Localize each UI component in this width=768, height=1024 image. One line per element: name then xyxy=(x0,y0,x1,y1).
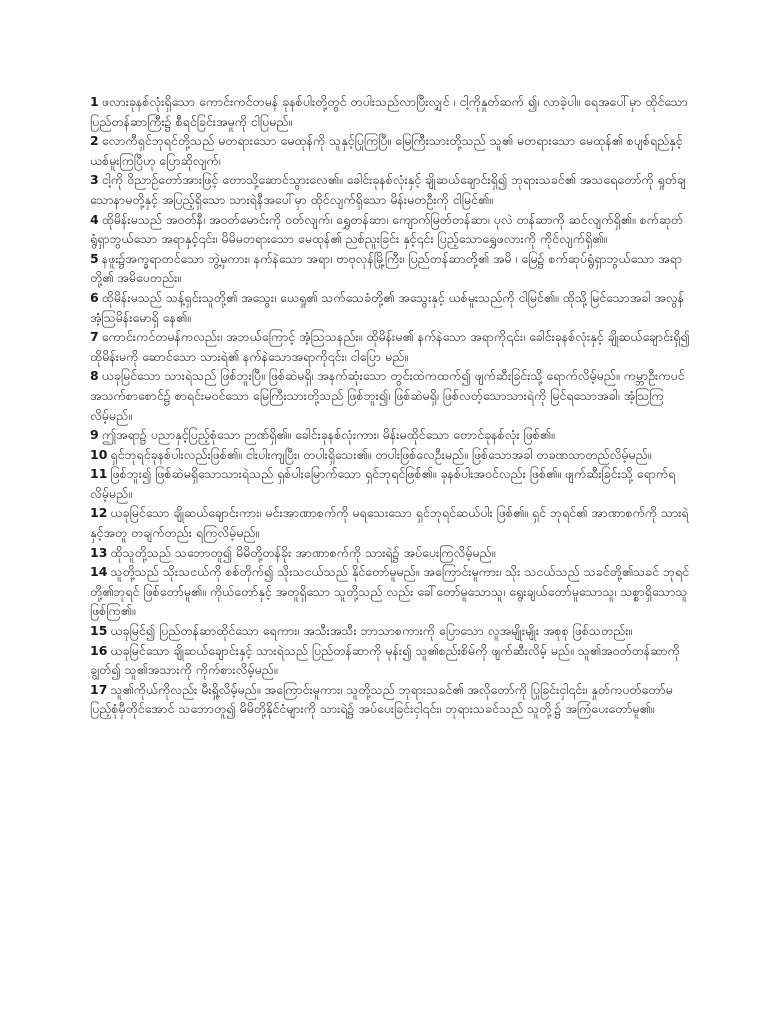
verse-text: သူတို့သည် သိုးသငယ်ကို စစ်တိုက်၍ သိုးသငယ်သည် နိုင်တော်မူမည်။ အကြောင်းမူကား၊ သိုး သငယ်သည် သခင်တို့၏သခင် ဘုရင်တို့၏ဘုရင် ဖြစ်တော်မူ၏။ ကိုယ်တော်နှင့် အတူရှိသော သူတို့သည် လည်း ခေါ်တော်မူသောသူ၊ ရွေးချယ်တော်မူသောသူ၊ သစ္စာရှိသောသူ ဖြစ်ကြ၏။ xyxy=(90,564,690,619)
verse-number: 4 xyxy=(90,211,99,227)
verse-text: ဤအရာ၌ ပညာနှင့်ပြည့်စုံသော ဉာဏ်ရှိ၏။ ခေါင်းခုနစ်လုံးကား၊ မိန်းမထိုင်သော တောင်ခုနစ်လုံး ဖြစ်၏။ xyxy=(101,427,555,443)
verse-text: သူ၏ကိုယ်ကိုလည်း မီးရှို့လိမ့်မည်။ အကြောင်းမူကား၊ သူတို့သည် ဘုရားသခင်၏ အလိုတော်ကို ပြုခြင်းငှါ၎င်း၊ နှုတ်ကပတ်တော်မပြည့်စုံမှီတိုင်အောင် သဘောတူ၍ မိမိတို့နိုင်ငံများကို သားရဲ၌ အပ်ပေးခြင်းငှါ၎င်း၊ ဘုရားသခင်သည် သူတို့၌ အကြံပေးတော်မူ၏။ xyxy=(90,681,673,717)
verse-number: 14 xyxy=(90,564,108,580)
verse-17 xyxy=(90,680,690,719)
verse-text: ထိုမိန်းမသည် အဝတ်နီ၊ အဝတ်မောင်းကို ဝတ်လျက်၊ ရွှေတန်ဆာ၊ ကျောက်မြတ်တန်ဆာ၊ ပုလဲ တန်ဆာကို ဆင်လျက်ရှိ၏။ စက်ဆုတ်ရွံရှာဘွယ်သော အရာနှင့်၎င်း၊ မိမိမတရားသော မေထုန်၏ ညစ်ညူးခြင်း နှင့်၎င်း ပြည့်သောရွှေဖလားကို ကိုင်လျက်ရှိ၏။ xyxy=(90,211,684,247)
verse-4 xyxy=(90,210,690,249)
verse-number: 13 xyxy=(90,544,108,560)
verse-text: ယခုမြင်သော သားရဲသည် ဖြစ်ဘူးပြီ။ ဖြစ်ဆဲမရှိ၊ အနက်ဆုံးသော တွင်းထဲကထက်၍ ဖျက်ဆီးခြင်းသို့ ရောက်လိမ့်မည်။ ကမ္ဘာဦးကပင် အသက်စာစောင်၌ စာရင်းမဝင်သော မြေကြီးသားတို့သည် ဖြစ်ဘူး၍၊ ဖြစ်ဆဲမရှိ၊ ဖြစ်လတ့်သောသားရဲကို မြင်ရသောအခါ၊ အံ့ဩကြလိမ့်မည်။ xyxy=(90,368,685,423)
verse-15 xyxy=(90,621,690,641)
verse-number: 12 xyxy=(90,505,108,521)
verse-text: ထိုသူတို့သည် သဘောတူ၍ မိမိတို့တန်ခိုး အာဏာစက်ကို သားရဲ၌ အပ်ပေးကြလိမ့်မည်။ xyxy=(110,544,496,560)
verse-text: ယခုမြင်သော ချိုဆယ်ချောင်းကား၊ မင်းအာဏာစက်ကို မရသေးသော ရှင်ဘုရင်ဆယ်ပါး ဖြစ်၏။ ရှင် ဘုရင်၏ အာဏာစက်ကို သားရဲနှင့်အတူ တချက်တည်း ရကြလိမ့်မည်။ xyxy=(90,505,689,541)
verse-1 xyxy=(90,92,690,131)
verse-number: 5 xyxy=(90,250,99,266)
verse-13 xyxy=(90,543,690,563)
verse-16 xyxy=(90,641,690,680)
document-body xyxy=(90,92,690,719)
verse-text: နဖူး၌အက္ခရာတင်သော ဘွဲ့မှကား၊ နက်နဲသော အရာ၊ ဗာဗုလုန်မြို့ကြီး၊ ပြည်တန်ဆာတို့၏ အမိ ၊ မြေ၌ စက်ဆုပ်ရွံရှာဘွယ်သော အရာတို့၏ အမိပေတည်း။ xyxy=(90,250,682,286)
verse-2 xyxy=(90,131,690,170)
verse-number: 16 xyxy=(90,642,108,658)
verse-11 xyxy=(90,464,690,503)
verse-text: ရှင်ဘုရင်ခုနစ်ပါးလည်းဖြစ်၏။ ငါးပါးကျပြီး၊ တပါးရှိသေး၏။ တပါးဖြစ်လေဦးမည်။ ဖြစ်သောအခါ တခဏသာတည်လိမ့်မည်။ xyxy=(110,446,652,462)
verse-8 xyxy=(90,366,690,425)
verse-text: ဖလားခုနစ်လုံးရှိသော ကောင်းကင်တမန် ခုနစ်ပါးတို့တွင် တပါးသည်လာပြီးလျှင် ၊ ငါ့ကိုနှုတ်ဆက် ၍၊ လာခဲ့ပါ။ ရေအပေါ်မှာ ထိုင်သော ပြည်တန်ဆာကြီး၌ စီရင်ခြင်းအမှုကို ငါပြမည်။ xyxy=(90,94,688,129)
verse-number: 15 xyxy=(90,623,108,639)
verse-3 xyxy=(90,170,690,209)
verse-number: 17 xyxy=(90,681,108,697)
verse-text: ယခုမြင်၍ ပြည်တန်ဆာထိုင်သော ရေကား၊ အသီးအသီး ဘာသာစကားကို ပြောသော လူအမျိုးမျိုး အစုစု ဖြစ်သတည်း။ xyxy=(110,623,633,639)
verse-12 xyxy=(90,503,690,542)
verse-5 xyxy=(90,249,690,288)
verse-text: ဖြစ်ဘူး၍ ဖြစ်ဆဲမရှိသောသားရဲသည် ရှစ်ပါးမြောက်သော ရှင်ဘုရင်ဖြစ်၏။ ခုနစ်ပါးအဝင်လည်း ဖြစ်၏။ ဖျက်ဆီးခြင်းသို့ ရောက်ရလိမ့်မည်။ xyxy=(90,466,676,501)
verse-9 xyxy=(90,425,690,445)
verse-10 xyxy=(90,445,690,465)
verse-number: 7 xyxy=(90,329,99,345)
verse-text: ထိုမိန်းမသည် သန့်ရှင်းသူတို့၏ အသွေး၊ ယေရှု၏ သက်သေခံတို့၏ အသွေးနှင့် ယစ်မူးသည်ကို ငါမြင်၏။ ထိုသို့မြင်သောအခါ အလွန်အံ့ဩမိန်းမောရှိ နေ၏။ xyxy=(90,289,684,325)
verse-number: 8 xyxy=(90,368,99,384)
verse-text: ယခုမြင်သော ချိုဆယ်ချောင်းနှင့် သားရဲသည် ပြည်တန်ဆာကို မုန်း၍ သူ၏စည်းစိမ်ကို ဖျက်ဆီးလိမ့် မည်။ သူ၏အဝတ်တန်ဆာကိုချွတ်၍ သူ၏အသားကို ကိုက်စားလိမ့်မည်။ xyxy=(90,642,680,678)
verse-number: 3 xyxy=(90,172,99,188)
verse-text: လောကီရှင်ဘုရင်တို့သည် မတရားသော မေထုန်ကို သူနှင့်ပြုကြပြီ။ မြေကြီးသားတို့သည် သူ၏ မတရားသော မေထုန်၏ စပျစ်ရည်နှင့် ယစ်မူးကြပြီဟု ပြောဆိုလျက်၊ xyxy=(90,133,683,168)
verse-number: 11 xyxy=(90,466,108,482)
verse-number: 6 xyxy=(90,289,99,305)
verse-6 xyxy=(90,288,690,327)
verse-number: 2 xyxy=(90,133,99,149)
verse-number: 1 xyxy=(90,94,99,109)
verse-text: ငါ့ကို ဝိညာဉ်တော်အားဖြင့် တောသို့ဆောင်သွားလေ၏။ ခေါင်းခုနစ်လုံးနှင့် ချိုဆယ်ချောင်းရှိ၍ ဘုရားသခင်၏ အသရေတော်ကို ရှုတ်ချသောနာမတို့နှင့် အပြည့်ရှိသော သားရဲနီအပေါ်မှာ ထိုင်လျက်ရှိသော မိန်းမတဦးကို ငါမြင်၏။ xyxy=(90,172,686,207)
verse-number: 10 xyxy=(90,446,108,462)
verse-text: ကောင်းကင်တမန်ကလည်း၊ အဘယ်ကြောင့် အံ့ဩသနည်း။ ထိုမိန်းမ၏ နက်နဲသော အရာကို၎င်း၊ ခေါင်းခုနစ်လုံးနှင့် ချိုဆယ်ချောင်းရှိ၍ ထိုမိန်းမကို ဆောင်သော သားရဲ၏ နက်နဲသောအရာကို၎င်း၊ ငါပြော မည်။ xyxy=(90,329,690,364)
verse-number: 9 xyxy=(90,427,99,443)
verse-14 xyxy=(90,562,690,621)
verse-7 xyxy=(90,327,690,366)
